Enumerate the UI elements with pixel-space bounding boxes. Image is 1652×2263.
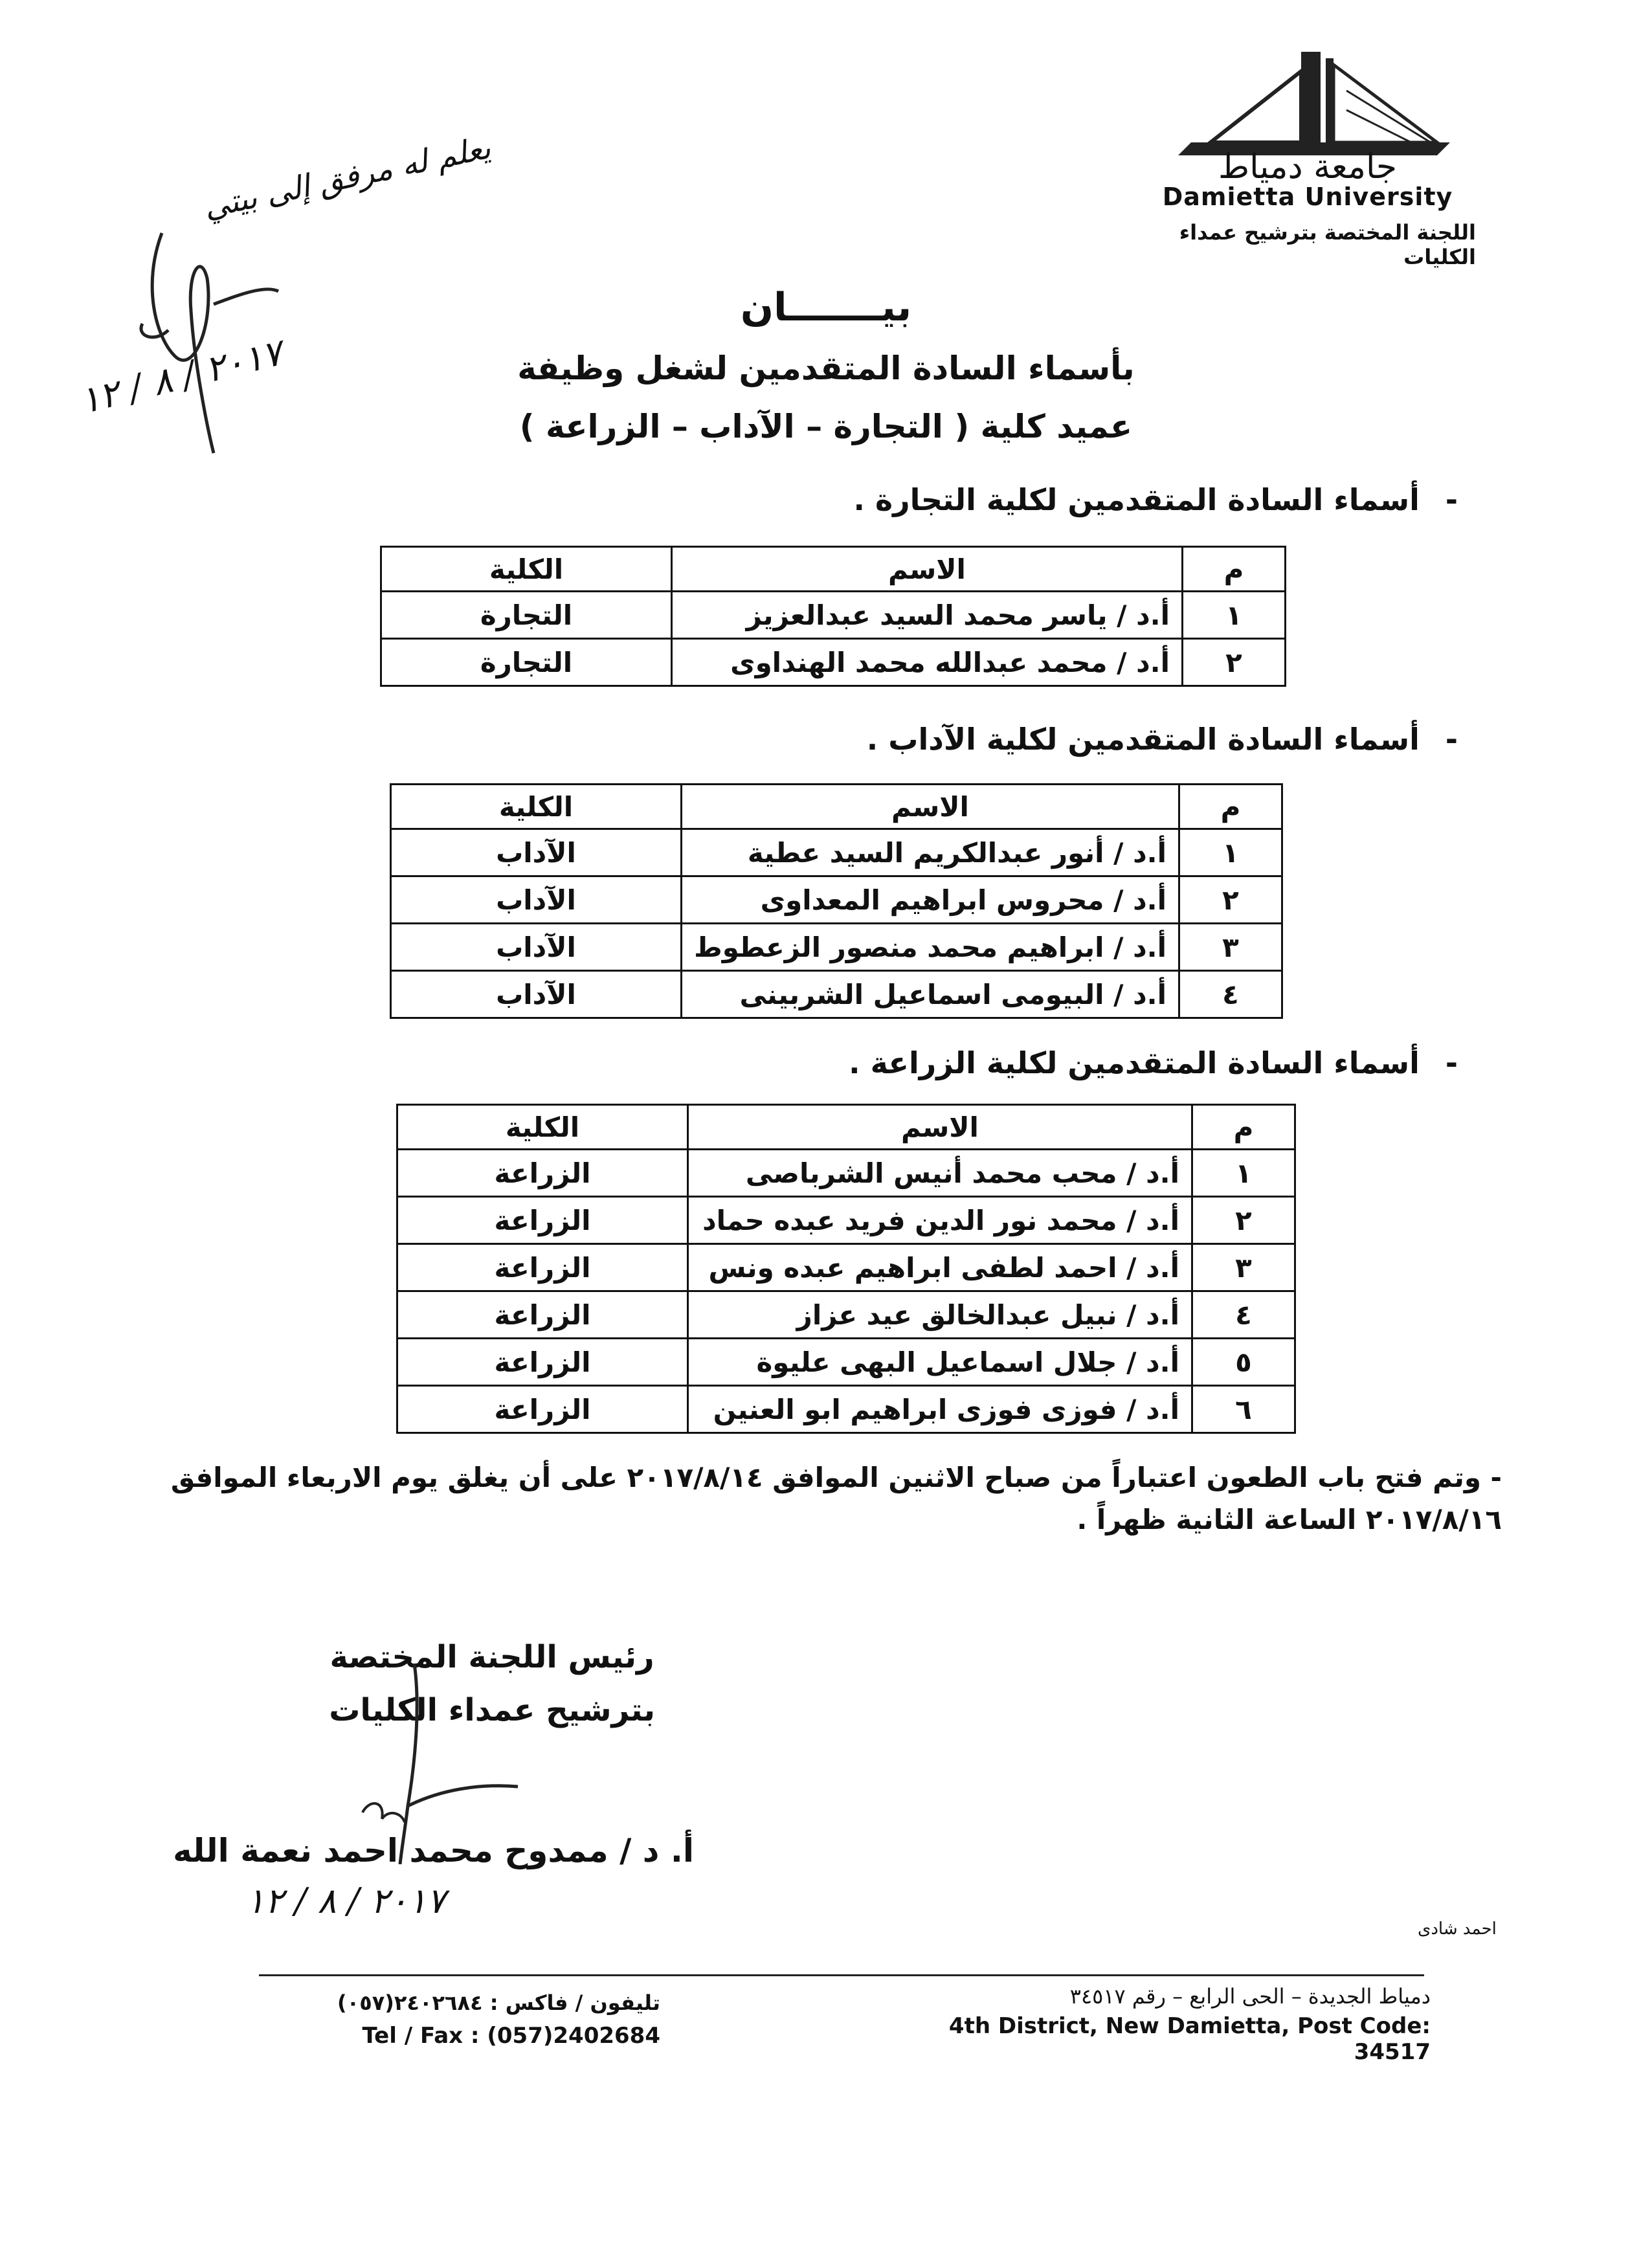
university-name-arabic: جامعة دمياط [1218, 148, 1397, 186]
faculty-name: التجارة [381, 639, 672, 686]
handwritten-date-signature: ٢٠١٧ / ٨ / ١٢ [246, 1880, 446, 1921]
faculty-name: الآداب [391, 924, 682, 971]
document-title: بيـــــــان [740, 285, 912, 330]
col-header-number: م [1192, 1105, 1295, 1150]
phone-arabic: تليفون / فاكس : ٢٤٠٢٦٨٤(٠٥٧) [337, 1990, 660, 2015]
table-header-row [391, 785, 1282, 829]
commerce-table [380, 546, 1286, 687]
section-heading-arts: -أسماء السادة المتقدمين لكلية الآداب . [866, 722, 1458, 757]
col-header-name: الاسم [688, 1105, 1192, 1150]
university-logo [1152, 45, 1463, 162]
row-number: ١ [1179, 829, 1282, 876]
row-number: ٦ [1192, 1386, 1295, 1433]
signature-title-line2: بترشيح عمداء الكليات [329, 1691, 655, 1728]
row-number: ٢ [1179, 876, 1282, 924]
table-row [391, 829, 1282, 876]
col-header-number: م [1183, 547, 1286, 592]
phone-english: Tel / Fax : (057)2402684 [362, 2023, 660, 2049]
table-row [397, 1386, 1295, 1433]
col-header-faculty: الكلية [381, 547, 672, 592]
handwritten-date-top: ٢٠١٧ / ٨ / ١٢ [75, 331, 287, 423]
faculty-name: الزراعة [397, 1291, 688, 1339]
faculty-name: الآداب [391, 876, 682, 924]
applicant-name: أ.د / جلال اسماعيل البهى عليوة [688, 1339, 1192, 1386]
chairman-name: أ. د / ممدوح محمد احمد نعمة الله [173, 1832, 694, 1869]
table-row [397, 1339, 1295, 1386]
applicant-name: أ.د / البيومى اسماعيل الشربينى [682, 971, 1179, 1018]
col-header-number: م [1179, 785, 1282, 829]
section-heading-text: أسماء السادة المتقدمين لكلية التجارة . [853, 482, 1420, 517]
row-number: ٣ [1192, 1244, 1295, 1291]
faculty-name: الزراعة [397, 1339, 688, 1386]
applicant-name: أ.د / محروس ابراهيم المعداوى [682, 876, 1179, 924]
applicant-name: أ.د / أنور عبدالكريم السيد عطية [682, 829, 1179, 876]
table-row [391, 971, 1282, 1018]
faculty-name: الآداب [391, 971, 682, 1018]
applicant-name: أ.د / احمد لطفى ابراهيم عبده ونس [688, 1244, 1192, 1291]
applicant-name: أ.د / محب محمد أنيس الشرباصى [688, 1150, 1192, 1197]
university-name-english: Damietta University [1162, 183, 1453, 211]
row-number: ٢ [1192, 1197, 1295, 1244]
row-number: ٥ [1192, 1339, 1295, 1386]
table-row [397, 1197, 1295, 1244]
table-row [397, 1244, 1295, 1291]
table-row [381, 639, 1286, 686]
table-row [381, 592, 1286, 639]
row-number: ٢ [1183, 639, 1286, 686]
faculty-name: الزراعة [397, 1386, 688, 1433]
section-heading-agriculture: -أسماء السادة المتقدمين لكلية الزراعة . [849, 1045, 1458, 1080]
col-header-name: الاسم [672, 547, 1183, 592]
address-english: 4th District, New Damietta, Post Code: 34517 [948, 2013, 1431, 2065]
applicant-name: أ.د / ياسر محمد السيد عبدالعزيز [672, 592, 1183, 639]
faculty-name: الآداب [391, 829, 682, 876]
table-row [397, 1150, 1295, 1197]
applicant-name: أ.د / فوزى فوزى ابراهيم ابو العنين [688, 1386, 1192, 1433]
signature-title-line1: رئيس اللجنة المختصة [329, 1639, 654, 1675]
faculty-name: الزراعة [397, 1197, 688, 1244]
section-heading-commerce: -أسماء السادة المتقدمين لكلية التجارة . [853, 482, 1458, 517]
table-header-row [381, 547, 1286, 592]
faculty-name: الزراعة [397, 1150, 688, 1197]
arts-table [390, 783, 1283, 1019]
agriculture-table [396, 1104, 1296, 1434]
section-heading-text: أسماء السادة المتقدمين لكلية الزراعة . [849, 1045, 1420, 1080]
row-number: ٤ [1192, 1291, 1295, 1339]
applicant-name: أ.د / محمد نور الدين فريد عبده حماد [688, 1197, 1192, 1244]
document-subtitle: بأسماء السادة المتقدمين لشغل وظيفة [517, 350, 1135, 387]
faculty-name: التجارة [381, 592, 672, 639]
table-row [391, 924, 1282, 971]
row-number: ١ [1183, 592, 1286, 639]
row-number: ٤ [1179, 971, 1282, 1018]
col-header-name: الاسم [682, 785, 1179, 829]
applicant-name: أ.د / نبيل عبدالخالق عيد عزاز [688, 1291, 1192, 1339]
col-header-faculty: الكلية [397, 1105, 688, 1150]
row-number: ٣ [1179, 924, 1282, 971]
handwritten-note: يعلم له مرفق إلى بيتي [200, 129, 494, 226]
committee-name: اللجنة المختصة بترشيح عمداء الكليات [1179, 220, 1476, 269]
table-row [391, 876, 1282, 924]
address-arabic: دمياط الجديدة – الحى الرابع – رقم ٣٤٥١٧ [1069, 1984, 1431, 2009]
footer-divider [259, 1974, 1424, 1976]
typist-name: احمد شادى [1418, 1919, 1497, 1939]
applicant-name: أ.د / ابراهيم محمد منصور الزعطوط [682, 924, 1179, 971]
table-header-row [397, 1105, 1295, 1150]
dean-position: عميد كلية ( التجارة – الآداب – الزراعة ) [519, 408, 1133, 445]
faculty-name: الزراعة [397, 1244, 688, 1291]
table-row [397, 1291, 1295, 1339]
appeals-note: - وتم فتح باب الطعون اعتباراً من صباح الاثنين الموافق ٢٠١٧/٨/١٤ على أن يغلق يوم الاربعاء الموافق ٢٠١٧/٨/١٦ الساعة الثانية ظهراً . [170, 1462, 1502, 1536]
col-header-faculty: الكلية [391, 785, 682, 829]
section-heading-text: أسماء السادة المتقدمين لكلية الآداب . [866, 722, 1420, 757]
applicant-name: أ.د / محمد عبدالله محمد الهنداوى [672, 639, 1183, 686]
row-number: ١ [1192, 1150, 1295, 1197]
